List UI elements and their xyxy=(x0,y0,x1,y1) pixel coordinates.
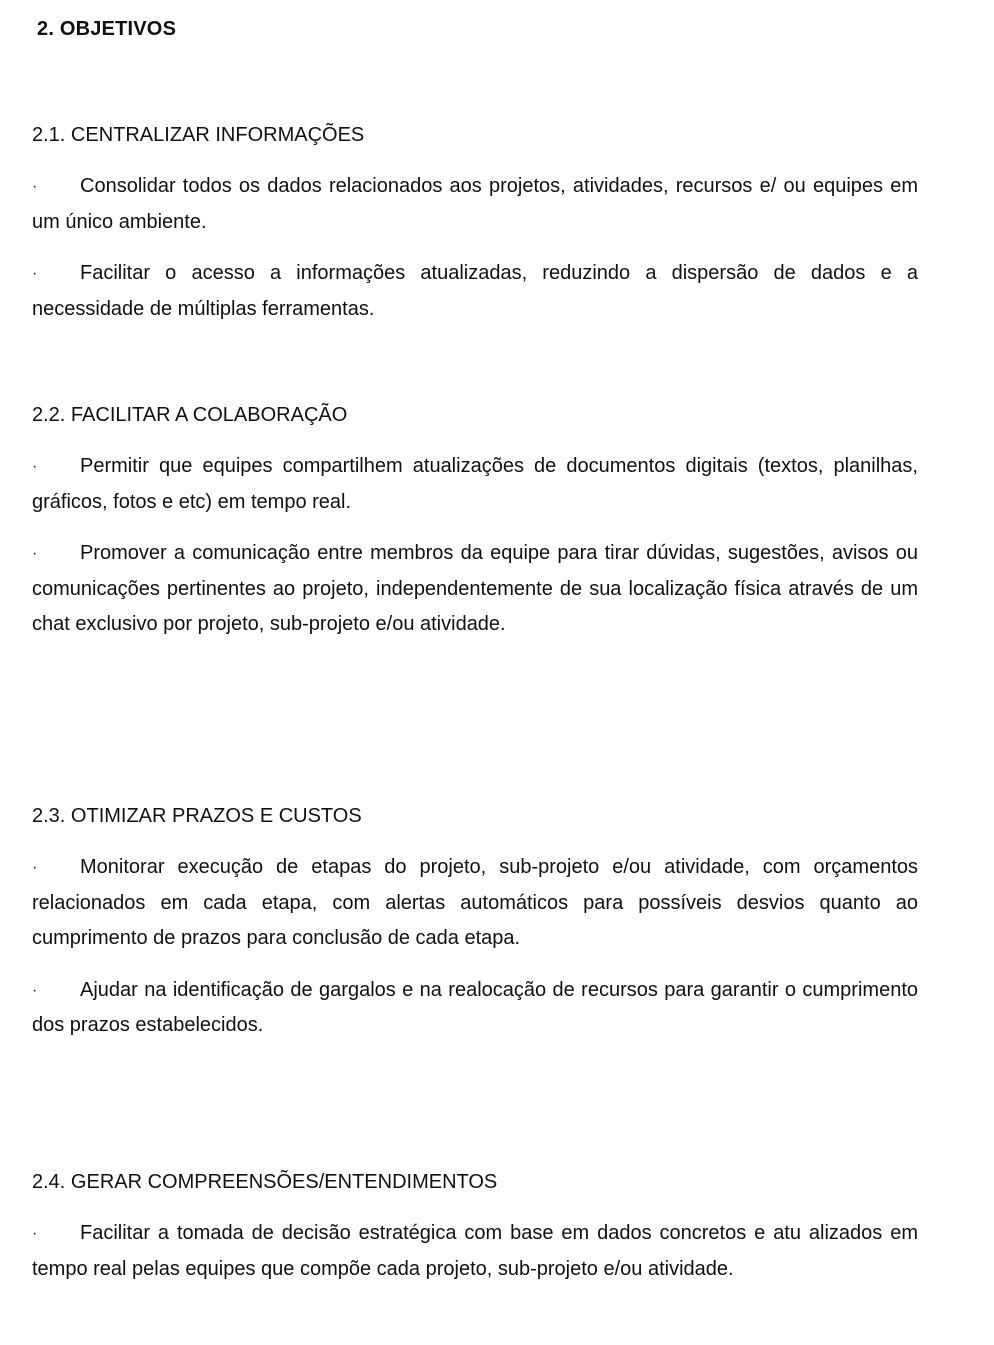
section-title: 2.1. CENTRALIZAR INFORMAÇÕES xyxy=(32,124,365,146)
section-2-1 xyxy=(32,118,918,343)
section-title: 2.2. FACILITAR A COLABORAÇÃO xyxy=(32,404,348,426)
bullet-item xyxy=(32,169,918,240)
bullet-text: Facilitar a tomada de decisão estratégica com base em dados concretos e atu alizados em tempo real pelas equipes que compõe cada projeto, sub-projeto e/ou atividade. xyxy=(32,1222,918,1280)
section-2-3 xyxy=(32,799,918,1060)
main-heading: 2. OBJETIVOS xyxy=(37,18,177,40)
bullet-item xyxy=(32,449,918,520)
bullet-icon: · xyxy=(32,545,38,562)
bullet-item xyxy=(32,536,918,643)
bullet-icon: · xyxy=(32,458,38,475)
section-2-2 xyxy=(32,398,918,659)
bullet-item xyxy=(32,973,918,1044)
bullet-icon: · xyxy=(32,1225,38,1242)
bullet-icon: · xyxy=(32,981,38,999)
section-title: 2.4. GERAR COMPREENSÕES/ENTENDIMENTOS xyxy=(32,1171,498,1193)
bullet-text: Consolidar todos os dados relacionados aos projetos, atividades, recursos e/ ou equipes em um único ambiente. xyxy=(32,175,918,233)
bullet-text: Promover a comunicação entre membros da equipe para tirar dúvidas, sugestões, avisos ou comunicações pertinentes ao projeto, independentemente de sua localização física através de um chat exclusivo por projeto, sub-projeto e/ou atividade. xyxy=(32,542,918,635)
section-title: 2.3. OTIMIZAR PRAZOS E CUSTOS xyxy=(32,805,362,827)
bullet-text: Ajudar na identificação de gargalos e na realocação de recursos para garantir o cumprimento dos prazos estabelecidos. xyxy=(32,978,918,1036)
bullet-icon: · xyxy=(32,265,38,282)
bullet-text: Facilitar o acesso a informações atualizadas, reduzindo a dispersão de dados e a necessidade de múltiplas ferramentas. xyxy=(32,262,918,320)
bullet-item xyxy=(32,256,918,327)
section-2-4 xyxy=(32,1165,918,1303)
bullet-icon: · xyxy=(32,178,38,195)
bullet-item xyxy=(32,1216,918,1287)
bullet-text: Monitorar execução de etapas do projeto, sub-projeto e/ou atividade, com orçamentos relacionados em cada etapa, com alertas automáticos para possíveis desvios quanto ao cumprimento de prazos para conclusão de cada etapa. xyxy=(32,856,918,949)
bullet-icon: · xyxy=(32,859,38,876)
bullet-item xyxy=(32,850,918,957)
bullet-text: Permitir que equipes compartilhem atualizações de documentos digitais (textos, planilhas, gráficos, fotos e etc) em tempo real. xyxy=(32,455,918,513)
